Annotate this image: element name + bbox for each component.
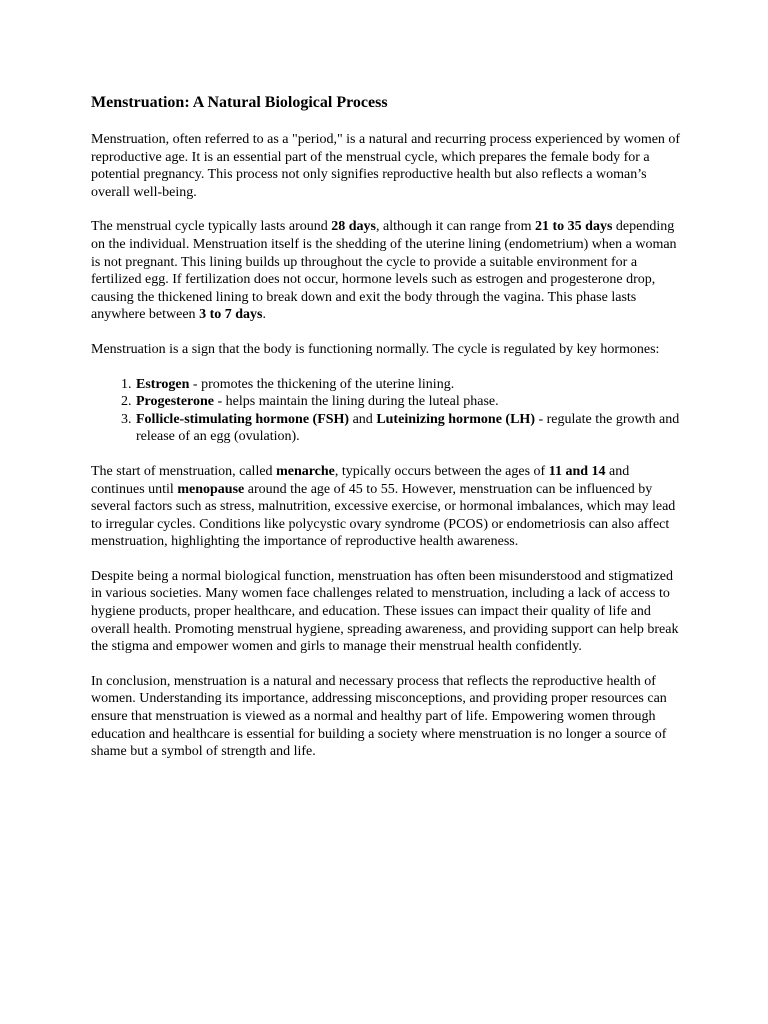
list-item: [135, 411, 686, 446]
bold-run: 28 days: [331, 219, 376, 235]
paragraph-intro: Menstruation, often referred to as a "period," is a natural and recurring process experienced by women of reproductive age. It is an essential part of the menstrual cycle, which prepares the female body for a potential pregnancy. This process not only signifies reproductive health but also reflects a woman’s overall well-being.: [91, 132, 681, 200]
text-run: around the age of 45 to 55. However, menstruation can be influenced by several factors such as stress, malnutrition, excessive exercise, or hormonal imbalances, which may lead to irregular cycles. Conditions like polycystic ovary syndrome (PCOS) or endometriosis can also affect menstruation, highlighting the importance of reproductive health awareness.: [91, 481, 676, 550]
paragraph-conclusion: In conclusion, menstruation is a natural and necessary process that reflects the reproductive health of women. Understanding its importance, addressing misconceptions, and providing proper resources can ensure that menstruation is viewed as a normal and healthy part of life. Empowering women through education and healthcare is essential for building a society where menstruation is no longer a source of shame but a symbol of strength and life.: [91, 673, 667, 760]
list-item: [135, 376, 686, 394]
bold-run: 21 to 35 days: [535, 219, 613, 235]
text-run: - promotes the thickening of the uterine lining.: [189, 376, 455, 392]
text-run: , although it can range from: [376, 219, 536, 235]
bold-run: Estrogen: [136, 376, 190, 392]
bold-run: Follicle-stimulating hormone (FSH): [136, 411, 350, 427]
bold-run: 11 and 14: [548, 463, 606, 479]
bold-run: 3 to 7 days: [199, 307, 263, 323]
bold-run: menopause: [177, 481, 245, 497]
text-run: The start of menstruation, called: [91, 463, 277, 479]
text-run: The menstrual cycle typically lasts around: [91, 219, 332, 235]
bold-run: Luteinizing hormone (LH): [376, 411, 535, 427]
text-run: depending on the individual. Menstruation itself is the shedding of the uterine lining (endometrium) when a woman is not pregnant. This lining builds up throughout the cycle to provide a suitable environment for a fertilized egg. If fertilization does not occur, hormone levels such as estrogen and progesterone drop, causing the thickened lining to break down and exit the body through the vagina. This phase lasts anywhere between: [91, 219, 677, 323]
text-run: , typically occurs between the ages of: [334, 463, 549, 479]
list-item: [135, 393, 686, 411]
bold-run: menarche: [276, 463, 335, 479]
paragraph-stigma: Despite being a normal biological function, menstruation has often been misunderstood and stigmatized in various societies. Many women face challenges related to menstruation, including a lack of access to hygiene products, proper healthcare, and education. These issues can impact their quality of life and overall health. Promoting menstrual hygiene, spreading awareness, and providing support can help break the stigma and empower women and girls to manage their menstrual health confidently.: [91, 568, 679, 655]
text-run: and: [349, 411, 377, 427]
hormone-list: [91, 376, 686, 446]
paragraph-cycle: [91, 218, 686, 324]
bold-run: Progesterone: [136, 394, 215, 410]
text-run: .: [262, 307, 266, 323]
text-run: and continues until: [91, 463, 630, 497]
text-run: - regulate the growth and release of an egg (ovulation).: [136, 411, 680, 445]
document-page: [91, 93, 686, 778]
text-run: - helps maintain the lining during the luteal phase.: [214, 394, 499, 410]
paragraph-hormones-intro: Menstruation is a sign that the body is functioning normally. The cycle is regulated by key hormones:: [91, 341, 660, 357]
document-title: Menstruation: A Natural Biological Process: [91, 94, 388, 111]
paragraph-menarche: [91, 463, 686, 551]
